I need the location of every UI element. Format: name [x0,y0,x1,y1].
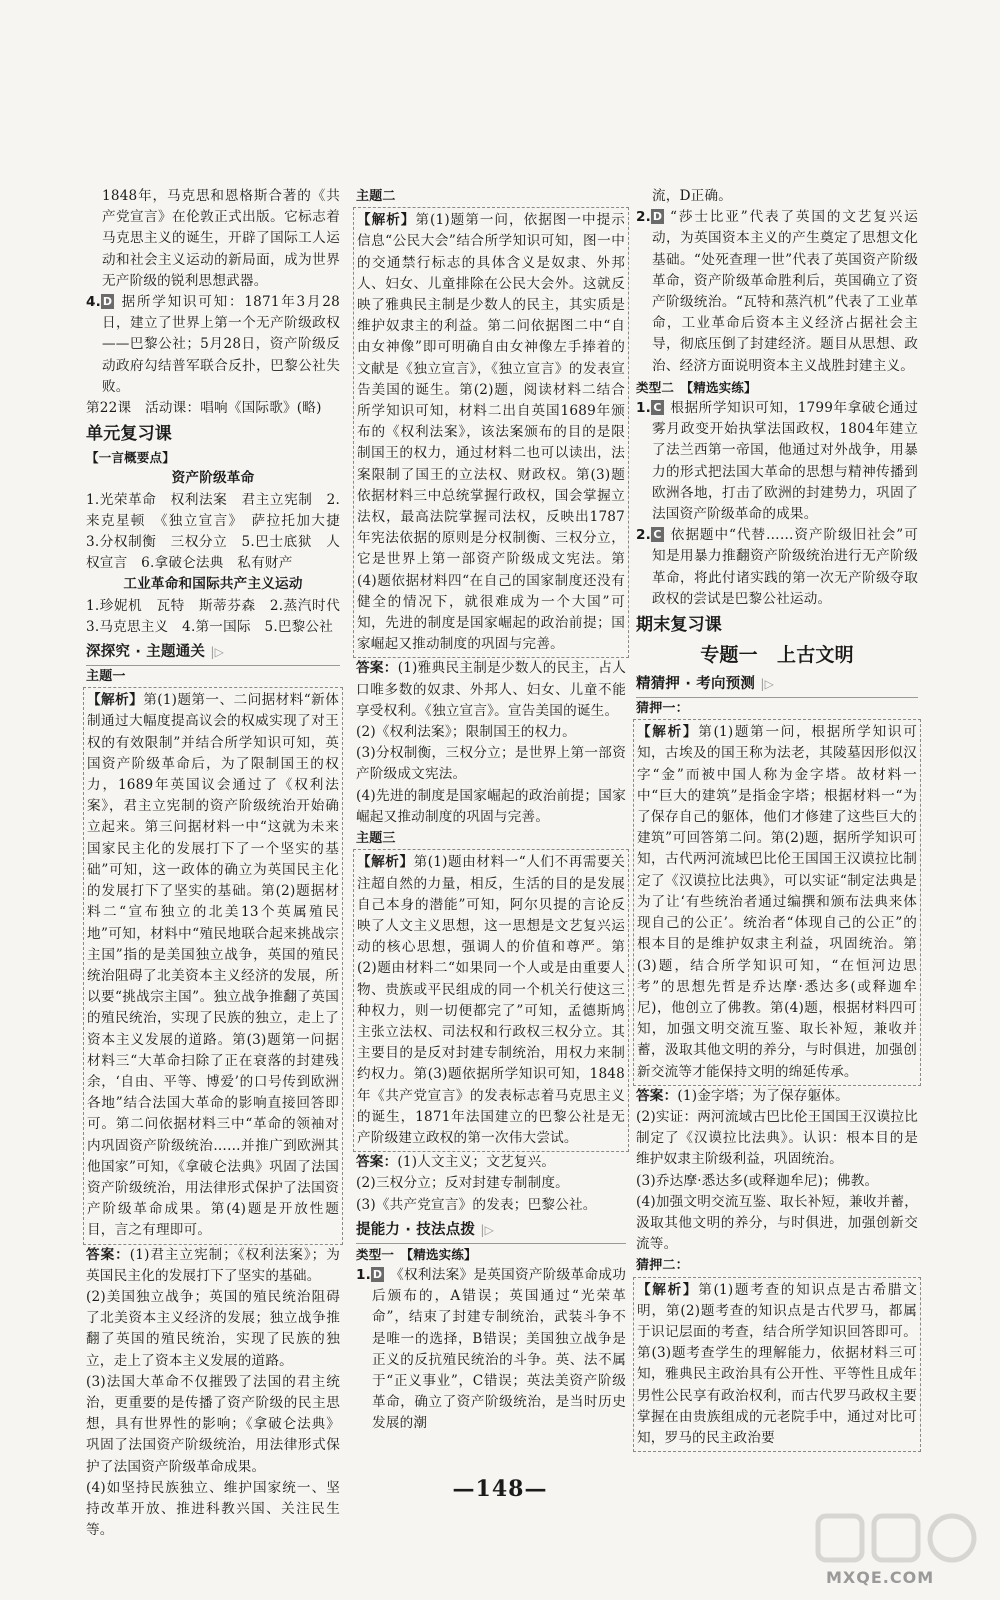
question-1: 1. C 根据所学知识可知，1799年拿破仑通过雾月政变开始执掌法国政权，1804年建立了法兰西第一帝国，他通过对外战争，用暴力的形式把法国大革命的思想与精神传播到欧洲各地，打击了欧洲的封建势力，巩固了法国资产阶级革命的成果。 [636,400,918,523]
topic-heading: 主题一 [86,669,126,685]
answer: (2)三权分立；反对封建专制制度。 [356,1175,569,1192]
analysis-text: 【解析】第(1)题由材料一“人们不再需要关注超自然的力量，相反，生活的目的是发展自己本身的潜能”可知，阿尔贝提的言论反映了人文主义思想，这一思想是文艺复兴运动的核心思想，强调人的价值和尊严。第(2)题由材料二“如果同一个人或是由重要人物、贵族或平民组成的同一个机关行使这三种权力，则一切便都完了”可知，孟德斯鸠主张立法权、司法权和行政权三权分立。其主要目的是反对封建专制统治，用权力来制约权力。第(3)题依据所学知识可知，1848年《共产党宣言》的发表标志着马克思主义的诞生，1871年法国建立的巴黎公社是无产阶级建立政权的第一次伟大尝试。 [357,854,625,1146]
answer: 答案：(1)君主立宪制；《权利法案》；为英国民主化的发展打下了坚实的基础。 [86,1246,340,1284]
arrow-icon: |▷ [210,645,225,660]
section-heading: 提能力 · 技法点拨 |▷ [356,1218,626,1244]
analysis-text: 【解析】第(1)题考查的知识点是古希腊文明，第(2)题考查的知识点是古代罗马，都属于识记层面的考查，结合所学知识回答即可。第(3)题考查学生的理解能力，依据材料三可知，雅典民主政治具有公开性、平等性且成年男性公民享有政治权利，而古代罗马政权主要掌握在由贵族组成的元老院手中，通过对比可知，罗马的民主政治要 [637,1281,917,1446]
guess-heading: 猜押二： [636,1258,689,1274]
answer-badge: D [372,1267,383,1281]
answer-badge: D [652,210,663,224]
page-number: —148— [452,1476,548,1502]
question-1: 1. D 《权利法案》是英国资产阶级革命成功后颁布的，A错误；英国通过“光荣革命”，结束了封建专制统治，武装斗争不是唯一的选择，B错误；美国独立战争是正义的反抗殖民统治的斗争。英、法不属于“正义事业”，C错误；英法美资产阶级革命，确立了资产阶级统治，是当时历史发展的潮 [356,1266,626,1432]
subheading: 工业革命和国际共产主义运动 [123,576,303,593]
answer-badge: C [651,527,664,542]
topic-heading: 主题二 [356,189,396,204]
lesson-heading: 第22课 活动课：唱响《国际歌》(略) [86,400,322,417]
guess-heading: 猜押一： [636,701,689,717]
paragraph: 流，D正确。 [652,188,733,204]
topic-heading: 主题三 [356,831,396,847]
unit-title: 单元复习课 [86,424,172,445]
answer: (2)实证：两河流域古巴比伦王国国王汉谟拉比制定了《汉谟拉比法典》。认识：根本目的是维护奴隶主阶级利益，巩固统治。 [636,1108,918,1168]
answer-badge: D [102,295,113,309]
question-2: 2. C 依据题中“代替……资产阶级旧社会”可知是用暴力推翻资产阶级统治进行无产阶级革命，将此付诸实践的第一次无产阶级夺取政权的尝试是巴黎公社运动。 [636,527,918,607]
column-middle [356,186,626,1435]
analysis-box [83,687,343,1244]
topic-title: 专题一 上古文明 [700,644,854,667]
analysis-text: 【解析】第(1)题第一、二问据材料“新体制通过大幅度提高议会的权威实现了对王权的有效限制”并结合所学知识可知，英国资产阶级革命后，为了限制国王的权力，1689年英国议会通过了《权利法案》，君主立宪制的资产阶级统治开始确立起来。第三问据材料一中“这就为未来国家民主化的发展打下了一个坚实的基础”可知，这一政体的确立为英国民主化的发展打下了坚实的基础。第(2)题据材料二“宣布独立的北美13个英属殖民地”可知，材料中“殖民地联合起来挑战宗主国”指的是美国独立战争，英国的殖民统治阻碍了北美资本主义经济的发展，所以要“挑战宗主国”。独立战争推翻了英国的殖民统治，实现了民族的独立，走上了资本主义发展的道路。第(3)题第一问据材料三“大革命扫除了正在衰落的封建残余，‘自由、平等、博爱’的口号传到欧洲各地”结合法国大革命的影响直接回答即可。第二问依据材料三中“革命的领袖对内巩固资产阶级统治……并推广到欧洲其他国家”可知，《拿破仑法典》巩固了法国资产阶级统治，用法律形式保护了法国资产阶级革命成果。第(4)题是开放性题目，言之有理即可。 [87,692,339,1239]
key-points-list: 1.珍妮机 瓦特 斯蒂芬森 2.蒸汽时代 3.马克思主义 4.第一国际 5.巴黎公社 [86,597,354,635]
answer: (3)《共产党宣言》的发表；巴黎公社。 [356,1196,597,1213]
key-points-list: 1.光荣革命 权利法案 君主立宪制 2.来克星顿 《独立宣言》 萨拉托加大捷 3.分权制衡 三权分立 5.巴士底狱 人权宣言 6.拿破仑法典 私有财产 [86,491,354,572]
arrow-icon: |▷ [760,677,775,692]
section-heading: 深探究 · 主题通关 |▷ [86,640,340,666]
arrow-icon: |▷ [480,1222,495,1237]
answer: (3)法国大革命不仅摧毁了法国的君主统治，更重要的是传播了资产阶级的民主思想，具有世界性的影响；《拿破仑法典》巩固了法国资产阶级统治，用法律形式保护了法国资产阶级革命成果。 [86,1373,340,1475]
answer: (2)美国独立战争；英国的殖民统治阻碍了北美资本主义经济的发展；独立战争推翻了英国的殖民统治，实现了民族的独立，走上了资本主义发展的道路。 [86,1288,340,1369]
column-left [86,186,354,1541]
analysis-text: 【解析】第(1)题第一问，根据所学知识可知，古埃及的国王称为法老，其陵墓因形似汉字“金”而被中国人称为金字塔。故材料一中“巨大的建筑”是指金字塔；根据材料一“为了保存自己的躯体，他们才修建了这些巨大的建筑”可回答第二问。第(2)题，据所学知识可知，古代两河流域巴比伦王国国王汉谟拉比制定了《汉谟拉比法典》，可以实证“制定法典是为了让‘有些统治者通过编撰和颁布法典来体现自己的公正’。统治者“体现自己的公正”的根本目的是维护奴隶主利益，巩固统治。第(3)题，结合所学知识可知，“在恒河边思考”的思想先哲是乔达摩·悉达多(或释迦牟尼)，他创立了佛教。第(4)题，根据材料四可知，加强文明交流互鉴、取长补短，兼收并蓄，汲取其他文明的养分，与时俱进，加强创新交流等才能保持文明的绵延传承。 [637,724,917,1080]
answer: (4)先进的制度是国家崛起的政治前提；国家崛起又推动制度的巩固与完善。 [356,787,626,825]
section-heading: 精猜押 · 考向预测 |▷ [636,672,918,698]
answer: (4)加强文明交流互鉴、取长补短，兼收并蓄，汲取其他文明的养分，与时俱进，加强创新交流等。 [636,1193,918,1253]
question-4: 4. D 据所学知识可知：1871年3月28日，建立了世界上第一个无产阶级政权——巴黎公社；5月28日，资产阶级反动政府勾结普军联合反扑，巴黎公社失败。 [86,294,340,395]
analysis-box [353,849,629,1152]
section-tag: 【一言概要点】 [86,450,175,466]
analysis-box [353,207,629,658]
type-heading: 类型一 【精选实练】 [356,1246,477,1262]
subheading: 资产阶级革命 [171,470,255,487]
question-2: 2. D “莎士比亚”代表了英国的文艺复兴运动，为英国资本主义的产生奠定了思想文化基础。“处死查理一世”代表了英国资产阶级革命，资产阶级革命胜利后，英国确立了资产阶级统治。“瓦特和蒸汽机”代表了工业革命，工业革命后资本主义经济占据社会主导，彻底压倒了封建经济。题目从思想、政治、经济方面说明资本主义战胜封建主义。 [636,209,918,374]
watermark-text: MXQE.COM [826,1568,935,1587]
answer-badge: C [651,400,664,415]
answer: (3)乔达摩·悉达多(或释迦牟尼)；佛教。 [636,1172,879,1189]
answer: (3)分权制衡，三权分立；是世界上第一部资产阶级成文宪法。 [356,745,626,783]
analysis-box [633,719,921,1085]
analysis-box [633,1277,921,1453]
column-right [636,186,918,1452]
unit-title: 期末复习课 [636,615,722,636]
paragraph: 1848年，马克思和恩格斯合著的《共产党宣言》在伦敦正式出版。它标志着马克思主义的诞生，开辟了国际工人运动和社会主义运动的新局面，成为世界无产阶级的锐利思想武器。 [102,188,340,289]
answer: (2)《权利法案》；限制国王的权力。 [356,724,576,741]
answer: 答案：(1)雅典民主制是少数人的民主，占人口唯多数的奴隶、外邦人、妇女、儿童不能享受权利。《独立宣言》。宣告美国的诞生。 [356,660,627,719]
answer: 答案：(1)金字塔；为了保存躯体。 [636,1087,849,1104]
answer: (4)如坚持民族独立、维护国家统一、坚持改革开放、推进科教兴国、关注民生等。 [86,1479,340,1539]
answer: 答案：(1)人文主义；文艺复兴。 [356,1154,556,1171]
analysis-text: 【解析】第(1)题第一问，依据图一中提示信息“公民大会”结合所学知识可知，图一中的交通禁行标志的具体含义是奴隶、外邦人、妇女、儿童排除在公民大会外。这就反映了雅典民主制是少数人的民主，其实质是维护奴隶主的利益。第二问依据图二中“自由女神像”即可明确自由女神像左手捧着的文献是《独立宣言》，《独立宣言》的发表宣告美国的诞生。第(2)题，阅读材料二结合所学知识可知，材料二出自英国1689年颁布的《权利法案》，该法案颁布的目的是限制国王的权力，通过材料二也可以读出，法案限制了国王的立法权、财政权。第(3)题依据材料三中总统掌握行政权，国会掌握立法权，最高法院掌握司法权，反映出1787年宪法依据的原则是分权制衡、三权分立，它是世界上第一部资产阶级成文宪法。第(4)题依据材料四“在自己的国家制度还没有健全的情况下，就很难成为一个大国”可知，先进的制度是国家崛起的政治前提；国家崛起又推动制度的巩固与完善。 [357,212,625,653]
type-heading: 类型二 【精选实练】 [636,379,757,395]
